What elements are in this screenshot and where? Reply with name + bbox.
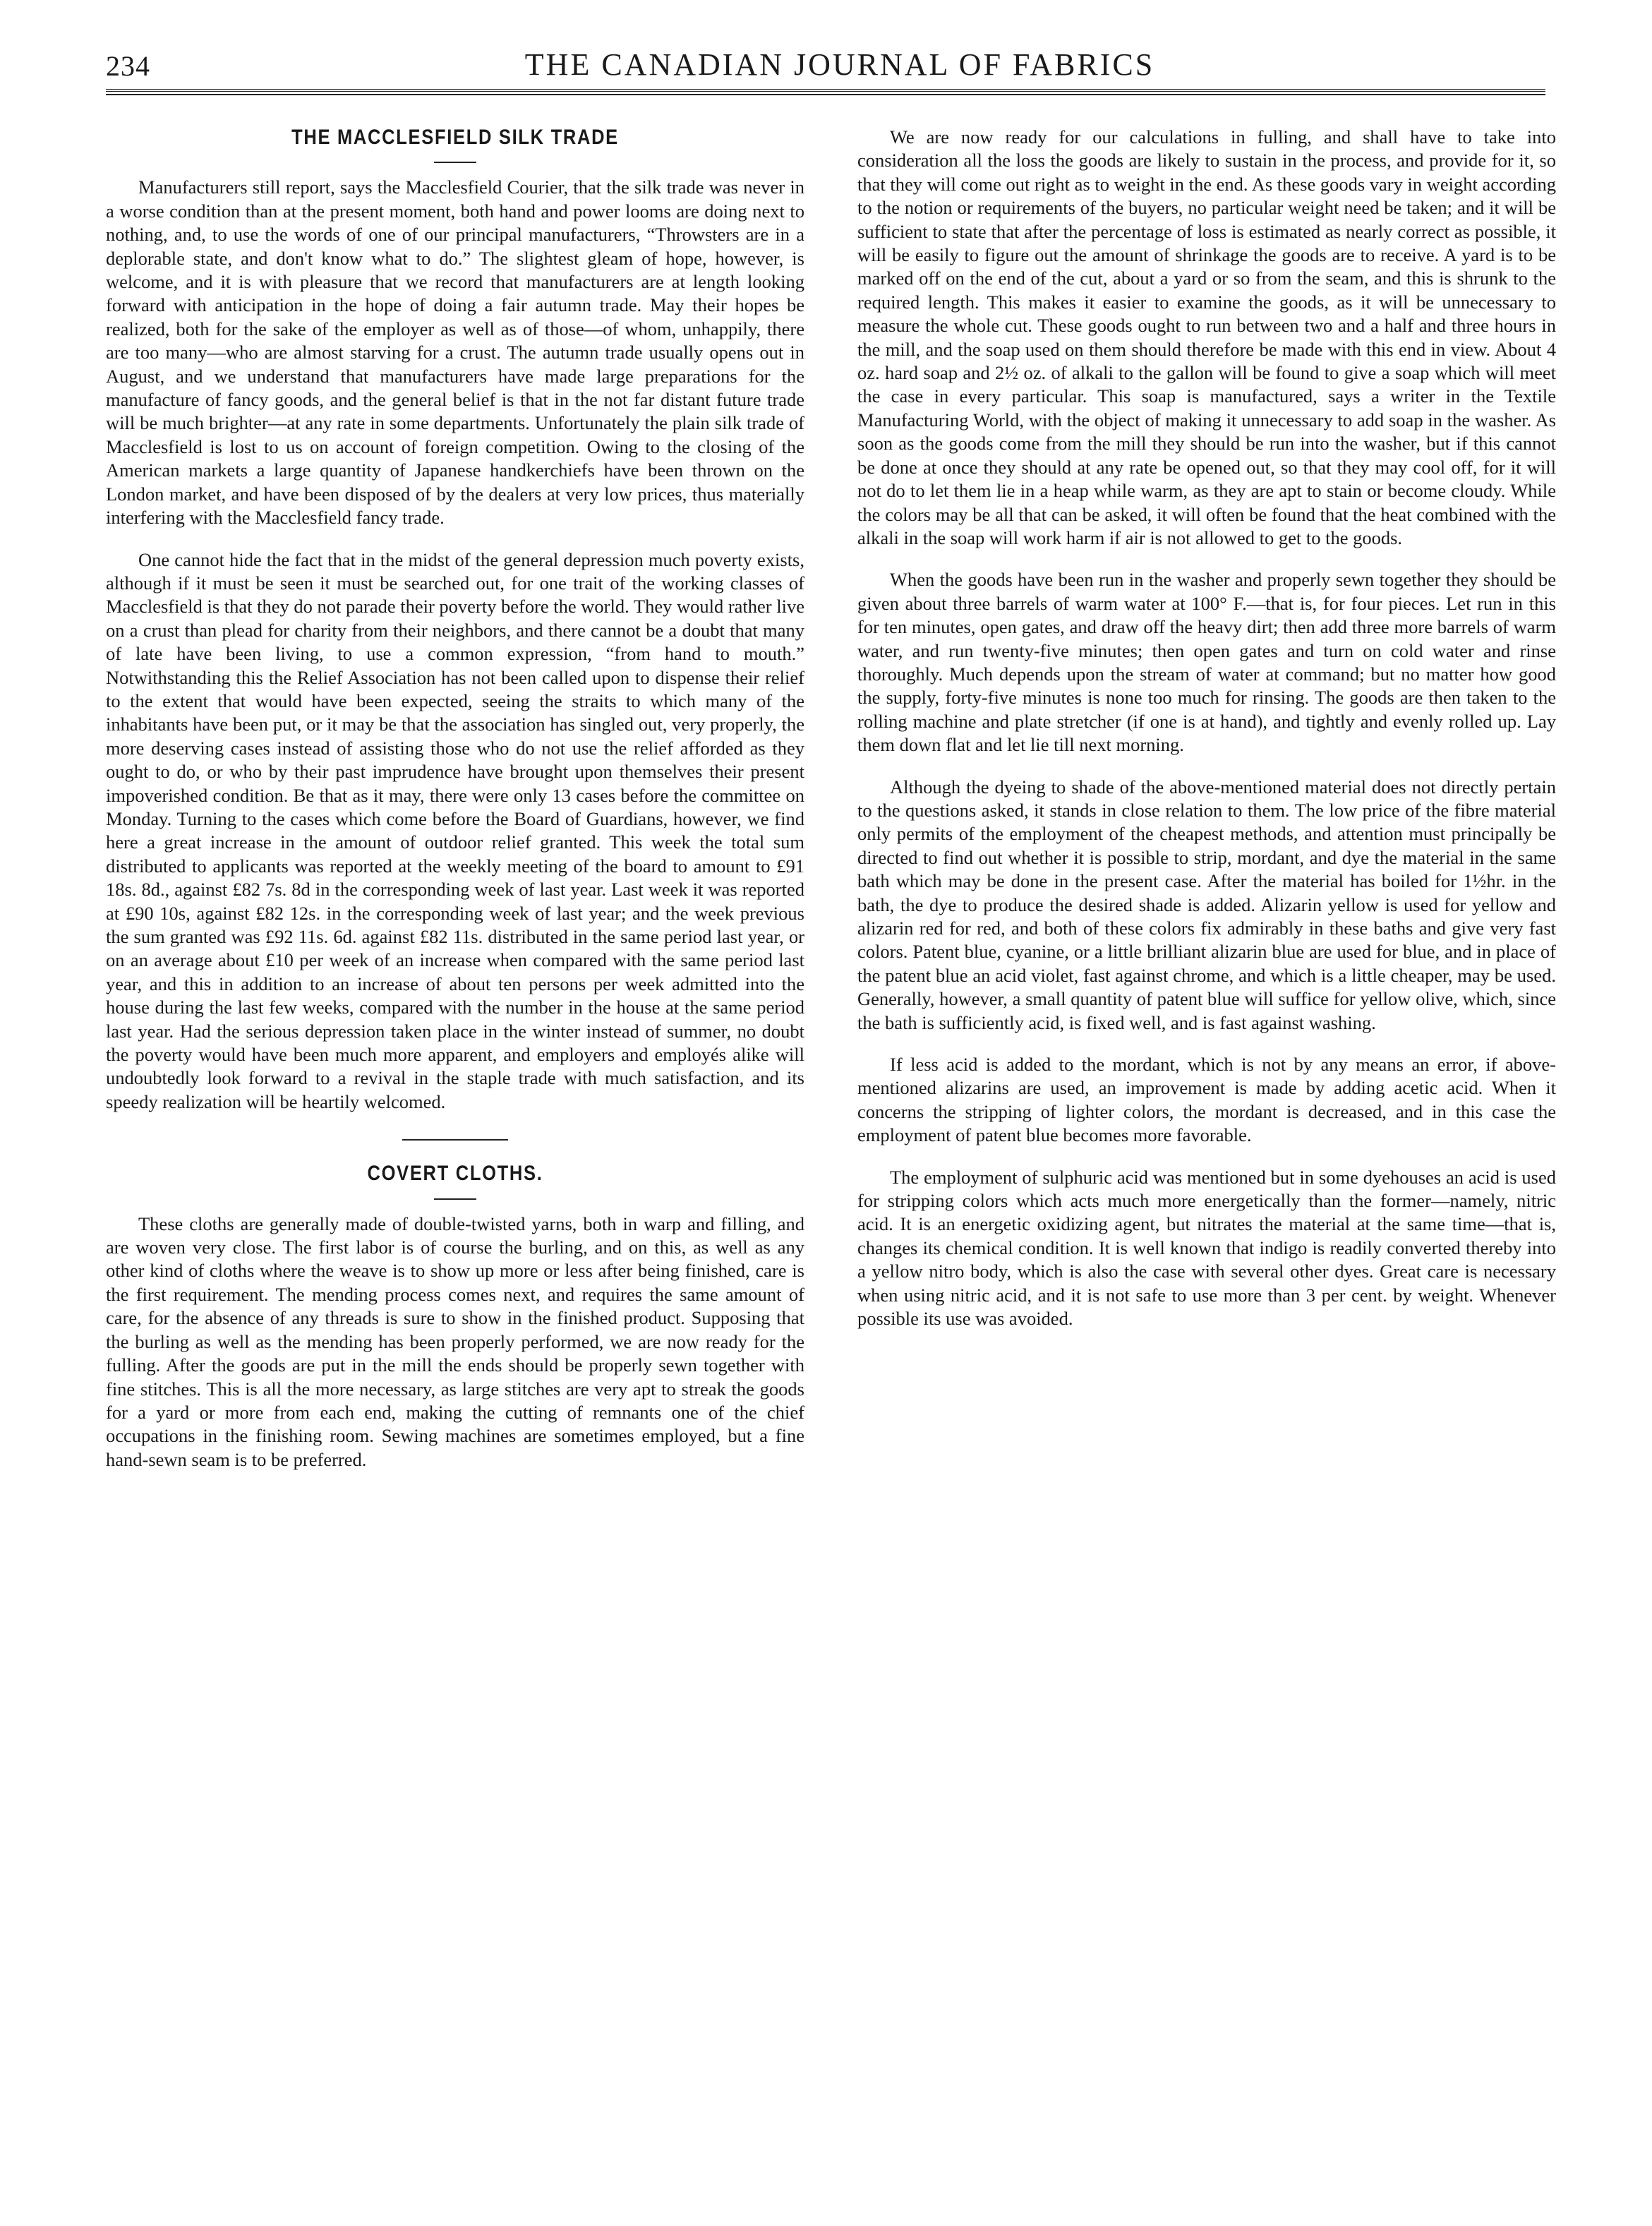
- article-paragraph: Manufacturers still report, says the Macclesfield Courier, that the silk trade was never in a worse condition than at the present moment, both hand and power looms are doing next to nothing, and, to use the words of one of our principal manufacturers, “Throwsters are in a deplorable state, and don't know what to do.” The slightest gleam of hope, however, is welcome, and it is with pleasure that we record that manufacturers are at length looking forward with anticipation in the hope of doing a fair autumn trade. May their hopes be realized, both for the sake of the employer as well as of those—of whom, unhappily, there are too many—who are almost starving for a crust. The autumn trade usually opens out in August, and we understand that manufacturers have made large preparations for the manufacture of fancy goods, and the general belief is that in the not far distant future trade will be much brighter—at any rate in some departments. Unfortunately the plain silk trade of Macclesfield is lost to us on account of foreign competition. Owing to the closing of the American markets a large quantity of Japanese handkerchiefs have been thrown on the London market, and have been disposed of by the dealers at very low prices, thus materially interfering with the Macclesfield fancy trade.: [106, 176, 804, 529]
- article-paragraph: If less acid is added to the mordant, which is not by any means an error, if above-mentioned alizarins are used, an improvement is made by adding acetic acid. When it concerns the stripping of lighter colors, the mordant is decreased, and in this case the employment of patent blue becomes more favorable.: [857, 1054, 1556, 1146]
- column-right: [857, 126, 1556, 1331]
- page-number: 234: [106, 50, 150, 82]
- article-paragraph: Although the dyeing to shade of the above-mentioned material does not directly pertain to the questions asked, it stands in close relation to them. The low price of the fibre material only permits of the employment of the cheapest methods, and attention must principally be directed to find out whether it is possible to strip, mordant, and dye the material in the same bath which may be done in the present case. After the material has boiled for 1½hr. in the bath, the dye to produce the desired shade is added. Alizarin yellow is used for yellow and alizarin red for red, and both of these colors fix admirably in these baths and give very fast colors. Patent blue, cyanine, or a little brilliant alizarin blue are used for blue, and in place of the patent blue an acid violet, fast against chrome, and which is a little cheaper, may be used. Generally, however, a small quantity of patent blue will suffice for yellow olive, which, since the bath is sufficiently acid, is fixed well, and is fast against washing.: [857, 776, 1556, 1033]
- article-title-macclesfield: THE MACCLESFIELD SILK TRADE: [291, 126, 619, 149]
- title-rule: [434, 162, 476, 163]
- column-left: [106, 126, 804, 1472]
- article-paragraph: One cannot hide the fact that in the midst of the general depression much poverty exists, although if it must be seen it must be searched out, for one trait of the working classes of Macclesfield is that they do not parade their poverty before the world. They would rather live on a crust than plead for charity from their neighbors, and there cannot be a doubt that many of late have been living, to use a common expression, “from hand to mouth.” Notwithstanding this the Relief Association has not been called upon to dispense their relief to the extent that would have been expected, seeing the straits to which many of the inhabitants have been put, or it may be that the association has singled out, very properly, the more deserving cases instead of assisting those who do not use the relief afforded as they ought to do, or who by their past imprudence have brought upon themselves their present impoverished condition. Be that as it may, there were only 13 cases before the committee on Monday. Turning to the cases which come before the Board of Guardians, however, we find here a great increase in the amount of outdoor relief granted. This week the total sum distributed to applicants was reported at the weekly meeting of the board to amount to £91 18s. 8d., against £82 7s. 8d in the corresponding week of last year. Last week it was reported at £90 10s, against £82 12s. in the corresponding week of last year; and the week previous the sum granted was £92 11s. 6d. against £82 11s. distributed in the same period last year, or on an average about £10 per week of an increase when compared with the same period last year, and this in addition to an increase of about ten persons per week admitted into the house during the last few weeks, compared with the number in the house at the same period last year. Had the serious depression taken place in the winter instead of summer, no doubt the poverty would have been much more apparent, and employers and employés alike will undoubtedly look forward to a revival in the staple trade with much satisfaction, and its speedy realization will be heartily welcomed.: [106, 548, 804, 1112]
- title-rule: [434, 1198, 476, 1200]
- section-divider: [402, 1139, 508, 1141]
- article-paragraph: The employment of sulphuric acid was mentioned but in some dyehouses an acid is used for stripping colors which acts much more energetically than the former—namely, nitric acid. It is an energetic oxidizing agent, but nitrates the material at the same time—that is, changes its chemical condition. It is well known that indigo is readily converted thereby into a yellow nitro body, which is also the case with several other dyes. Great care is necessary when using nitric acid, and it is not safe to use more than 3 per cent. by weight. Whenever possible its use was avoided.: [857, 1166, 1556, 1330]
- article-title-covert-cloths: COVERT CLOTHS.: [367, 1162, 543, 1186]
- article-paragraph: We are now ready for our calculations in fulling, and shall have to take into consideration all the loss the goods are likely to sustain in the process, and provide for it, so that they will come out right as to weight in the end. As these goods vary in weight according to the notion or requirements of the buyers, no particular weight need be taken; and it will be sufficient to state that after the percentage of loss is estimated as nearly correct as possible, it will be easily to figure out the amount of shrinkage the goods are to receive. A yard is to be marked off on the end of the cut, about a yard or so from the seam, and this is shrunk to the required length. This makes it easier to examine the goods, as it will be unnecessary to measure the whole cut. These goods ought to run between two and a half and three hours in the mill, and the soap used on them should therefore be made with this end in view. About 4 oz. hard soap and 2½ oz. of alkali to the gallon will be found to give a soap which will meet the case in every particular. This soap is manufactured, says a writer in the Textile Manufacturing World, with the object of making it unnecessary to add soap in the washer. As soon as the goods come from the mill they should be run into the washer, but if this cannot be done at once they should at any rate be opened out, so that they may cool off, for it will not do to let them lie in a heap while warm, as they are apt to stain or become cloudy. While the colors may be all that can be asked, it will often be found that the heat combined with the alkali in the soap will work harm if air is not allowed to get to the goods.: [857, 126, 1556, 548]
- article-paragraph: When the goods have been run in the washer and properly sewn together they should be given about three barrels of warm water at 100° F.—that is, for four pieces. Let run in this for ten minutes, open gates, and draw off the heavy dirt; then add three more barrels of warm water, and run twenty-five minutes; then open gates and turn on cold water and rinse thoroughly. Much depends upon the stream of water at command; but no matter how good the supply, forty-five minutes is none too much for rinsing. The goods are then taken to the rolling machine and plate stretcher (if one is at hand), and tightly and evenly rolled up. Lay them down flat and let lie till next morning.: [857, 569, 1556, 756]
- article-paragraph: These cloths are generally made of double-twisted yarns, both in warp and filling, and are woven very close. The first labor is of course the burling, and on this, as well as any other kind of cloths where the weave is to show up more or less after being finished, care is the first requirement. The mending process comes next, and requires the same amount of care, for the absence of any threads is sure to show in the finished product. Supposing that the burling as well as the mending has been properly performed, we are now ready for the fulling. After the goods are put in the mill the ends should be properly sewn together with fine stitches. This is all the more necessary, as large stitches are very apt to streak the goods for a yard or more from each end, making the cutting of remnants one of the chief occupations in the finishing room. Sewing machines are sometimes employed, but a fine hand-sewn seam is to be preferred.: [106, 1213, 804, 1470]
- header-rule: [106, 89, 1545, 95]
- journal-title: THE CANADIAN JOURNAL OF FABRICS: [524, 47, 1155, 82]
